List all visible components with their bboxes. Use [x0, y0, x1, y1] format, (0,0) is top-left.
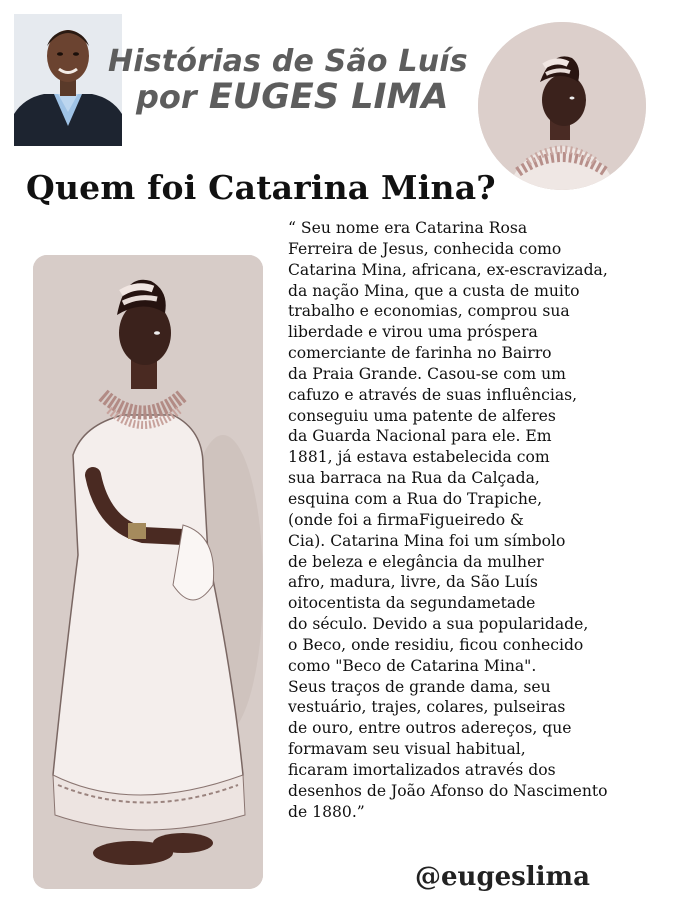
- author-portrait-image: [14, 14, 122, 146]
- author-photo: [14, 14, 122, 146]
- quote-line: afro, madura, livre, da São Luís: [288, 573, 538, 592]
- quote-line: conseguiu uma patente de alferes: [288, 406, 556, 425]
- quote-line: da Guarda Nacional para ele. Em: [288, 427, 552, 446]
- quote-line: de beleza e elegância da mulher: [288, 552, 544, 571]
- header-title-prefix: por: [136, 78, 197, 116]
- quote-line: formavam seu visual habitual,: [288, 740, 526, 759]
- quote-line: “ Seu nome era Catarina Rosa: [288, 219, 528, 237]
- header-title-line2: [136, 77, 468, 117]
- quote-line: sua barraca na Rua da Calçada,: [288, 469, 540, 488]
- quote-line: da Praia Grande. Casou-se com um: [288, 364, 566, 383]
- quote-line: Seus traços de grande dama, seu: [288, 677, 551, 696]
- quote-line: Cia). Catarina Mina foi um símbolo: [288, 531, 566, 550]
- quote-line: o Beco, onde residiu, ficou conhecido: [288, 635, 584, 654]
- catarina-mina-illustration: [33, 255, 263, 889]
- quote-line: esquina com a Rua do Trapiche,: [288, 489, 543, 508]
- quote-line: desenhos de João Afonso do Nascimento: [288, 781, 608, 800]
- quote-line: do século. Devido a sua popularidade,: [288, 615, 589, 634]
- header-title-name: EUGES LIMA: [208, 77, 449, 117]
- quote-line: ficaram imortalizados através dos: [288, 760, 556, 779]
- page-title: Quem foi Catarina Mina?: [26, 168, 496, 207]
- quote-line: da nação Mina, que a custa de muito: [288, 281, 580, 300]
- quote-line: de 1880.”: [288, 802, 365, 821]
- quote-line: oitocentista da segundametade: [288, 594, 536, 613]
- illustration-drawing: [33, 255, 263, 889]
- quote-line: Catarina Mina, africana, ex-escravizada,: [288, 260, 608, 279]
- quote-line: comerciante de farinha no Bairro: [288, 344, 552, 363]
- quote-line: (onde foi a firmaFigueiredo &: [288, 510, 524, 529]
- medallion-illustration: [478, 22, 646, 190]
- quote-line: liberdade e virou uma próspera: [288, 323, 538, 342]
- biography-quote: [288, 218, 683, 822]
- quote-line: cafuzo e através de suas influências,: [288, 385, 578, 404]
- quote-line: de ouro, entre outros adereços, que: [288, 719, 572, 738]
- quote-line: Ferreira de Jesus, conhecida como: [288, 239, 562, 258]
- quote-line: trabalho e economias, comprou sua: [288, 302, 570, 321]
- quote-line: 1881, já estava estabelecida com: [288, 448, 550, 467]
- header-title: [108, 44, 468, 117]
- quote-line: como "Beco de Catarina Mina".: [288, 656, 537, 675]
- social-handle: @eugeslima: [415, 862, 590, 892]
- medallion-portrait: [478, 22, 646, 190]
- header-title-line1: Histórias de São Luís: [108, 44, 468, 79]
- quote-line: vestuário, trajes, colares, pulseiras: [288, 698, 566, 717]
